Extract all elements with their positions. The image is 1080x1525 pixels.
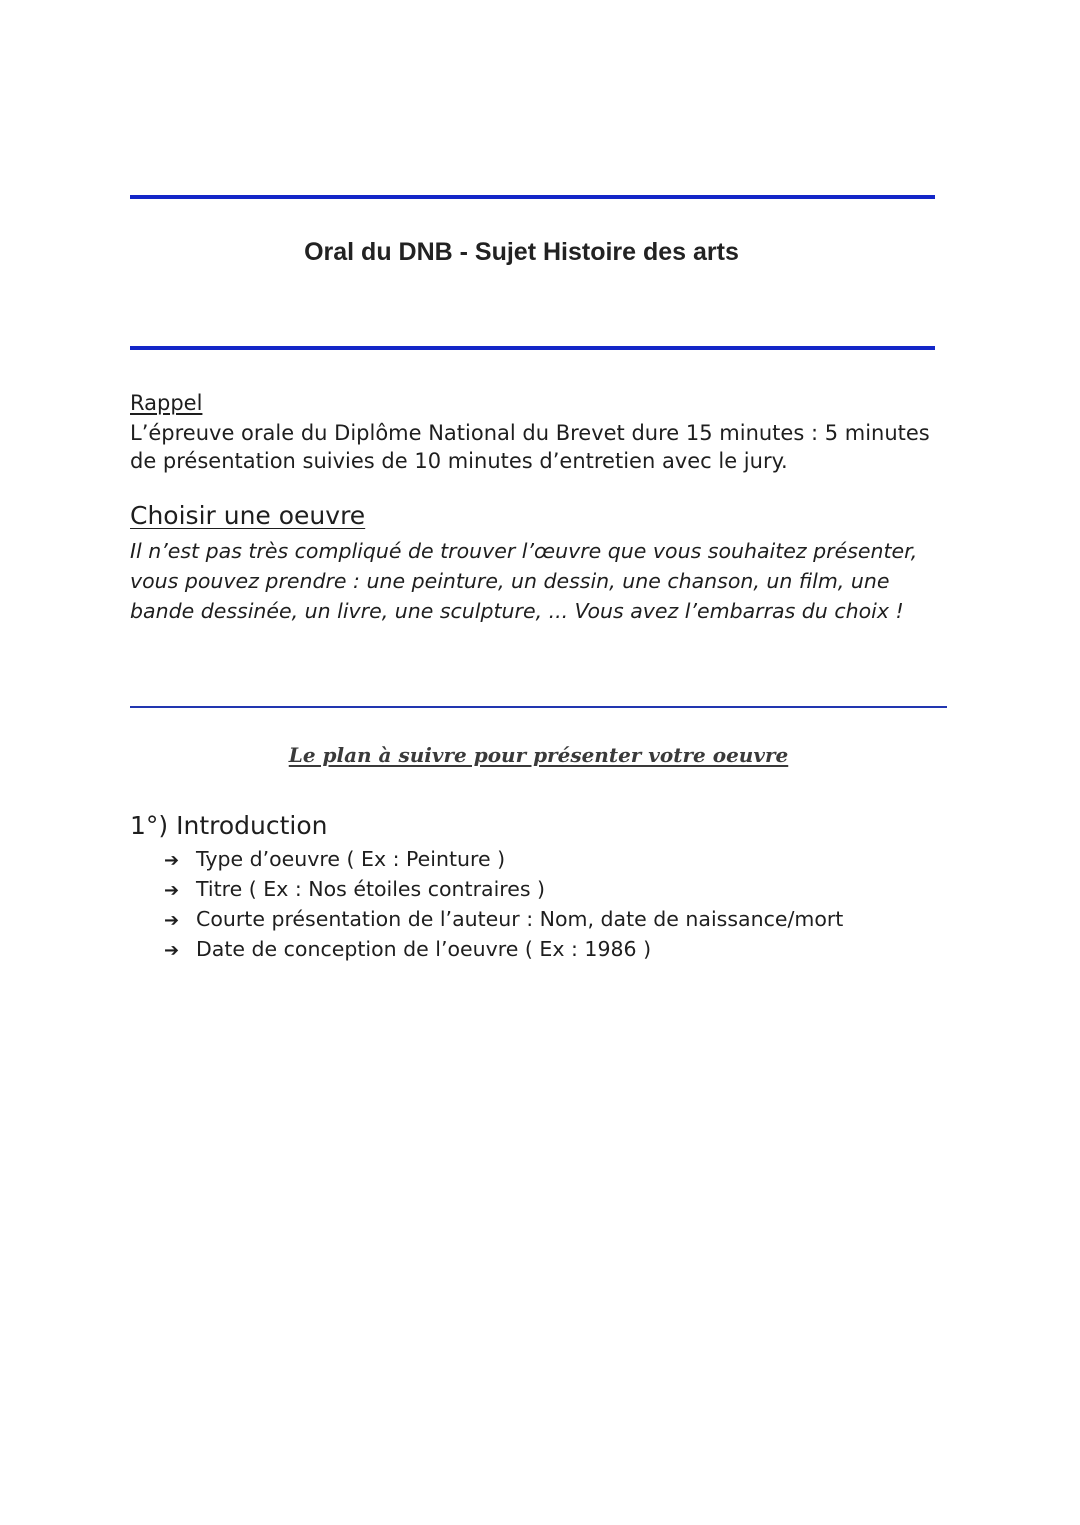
list-item-text: Courte présentation de l’auteur : Nom, date de naissance/mort bbox=[196, 907, 844, 931]
list-item-text: Titre ( Ex : Nos étoiles contraires ) bbox=[196, 877, 546, 901]
list-item bbox=[164, 935, 843, 965]
list-item-text: Type d’oeuvre ( Ex : Peinture ) bbox=[196, 847, 506, 871]
choisir-text: Il n’est pas très compliqué de trouver l’œuvre que vous souhaitez présenter, vous pouvez prendre : une peinture, un dessin, une chanson, un film, une bande dessinée, un livre, une sculpture, ... Vous avez l’embarras du choix ! bbox=[130, 539, 918, 623]
arrow-right-icon: ➔ bbox=[164, 880, 180, 901]
arrow-right-icon: ➔ bbox=[164, 850, 180, 871]
rappel-text: L’épreuve orale du Diplôme National du Brevet dure 15 minutes : 5 minutes de présentation suivies de 10 minutes d’entretien avec le jury. bbox=[130, 421, 930, 473]
arrow-right-icon: ➔ bbox=[164, 940, 180, 961]
list-item bbox=[164, 845, 843, 875]
introduction-list bbox=[164, 845, 843, 965]
list-item-text: Date de conception de l’oeuvre ( Ex : 1986 ) bbox=[196, 937, 652, 961]
list-item bbox=[164, 905, 843, 935]
section-divider bbox=[130, 706, 947, 708]
arrow-right-icon: ➔ bbox=[164, 910, 180, 931]
title-top-divider bbox=[130, 195, 935, 199]
plan-title: Le plan à suivre pour présenter votre oeuvre bbox=[288, 743, 789, 767]
document-title: Oral du DNB - Sujet Histoire des arts bbox=[304, 238, 739, 266]
introduction-heading: 1°) Introduction bbox=[130, 811, 328, 840]
choisir-heading: Choisir une oeuvre bbox=[130, 501, 366, 530]
list-item bbox=[164, 875, 843, 905]
title-bottom-divider bbox=[130, 346, 935, 350]
rappel-label: Rappel bbox=[130, 391, 203, 415]
